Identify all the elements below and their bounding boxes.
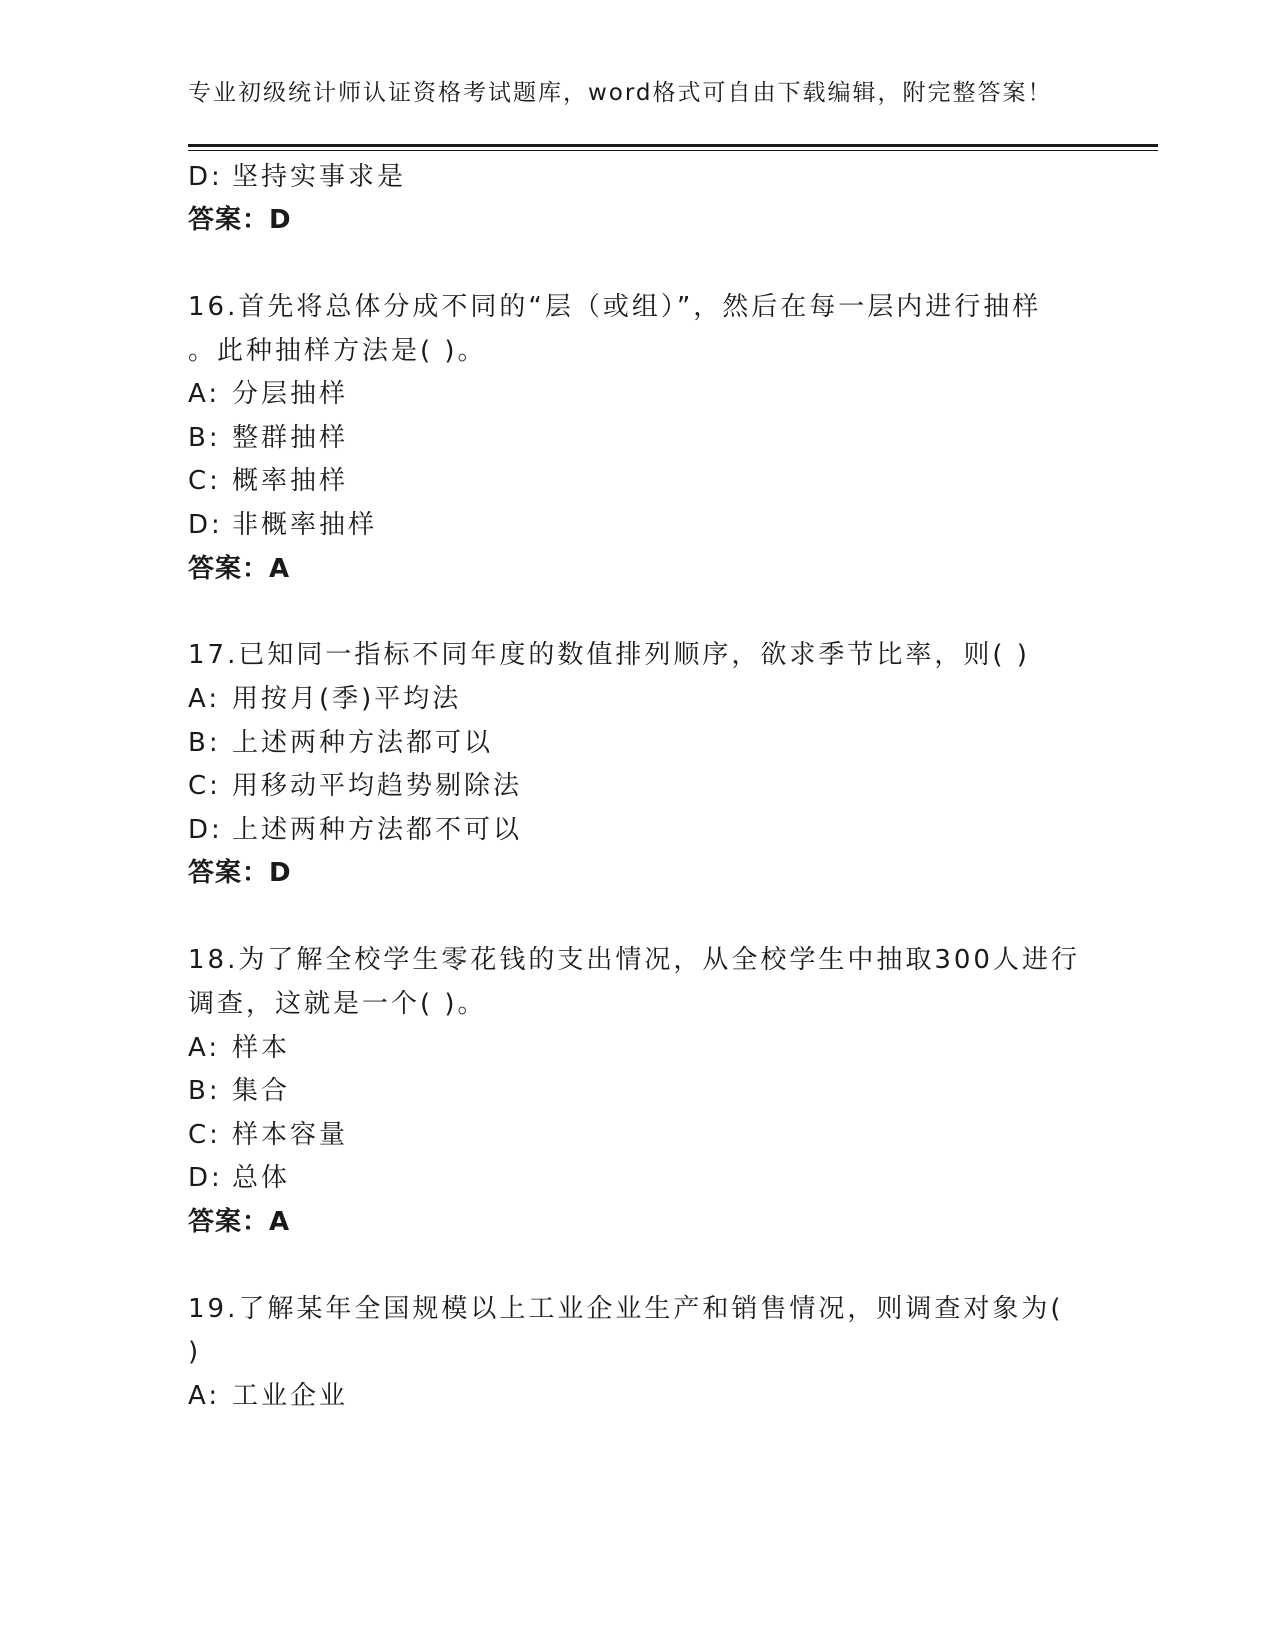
- option-label: D:: [188, 1163, 223, 1193]
- option-text: 集合: [232, 1076, 291, 1106]
- option-text: 用按月(季)平均法: [232, 684, 462, 714]
- option-text: 总体: [232, 1163, 291, 1193]
- q18-stem-line-1: 18.为了解全校学生零花钱的支出情况，从全校学生中抽取300人进行: [188, 945, 1080, 975]
- q17-option-d: [188, 813, 522, 847]
- prev-answer: 答案：D: [188, 205, 292, 235]
- option-text: 非概率抽样: [232, 510, 378, 540]
- option-label: A:: [188, 684, 221, 714]
- q18-option-d: [188, 1161, 290, 1195]
- q16-answer: 答案：A: [188, 554, 291, 584]
- option-text: 上述两种方法都可以: [232, 728, 494, 758]
- option-label: B:: [188, 423, 221, 453]
- q19-option-a: [188, 1379, 348, 1413]
- option-text: 样本: [232, 1033, 291, 1063]
- q17-option-b: [188, 726, 493, 760]
- q16-option-a: [188, 377, 348, 411]
- q16-option-d: [188, 508, 377, 542]
- option-label: A:: [188, 1381, 221, 1411]
- option-text: 上述两种方法都不可以: [232, 815, 523, 845]
- q17-answer: 答案：D: [188, 858, 292, 888]
- header-rule-thin: [188, 150, 1158, 151]
- q16-option-b: [188, 421, 348, 455]
- option-label: B:: [188, 728, 221, 758]
- option-label: C:: [188, 1120, 221, 1150]
- option-label: C:: [188, 771, 221, 801]
- q18-option-b: [188, 1074, 290, 1108]
- q17-option-c: [188, 769, 522, 803]
- option-text: 分层抽样: [232, 379, 349, 409]
- option-label: D:: [188, 162, 223, 192]
- option-text: 坚持实事求是: [232, 162, 407, 192]
- header-rule-thick: [188, 144, 1158, 147]
- option-label: A:: [188, 1033, 221, 1063]
- option-text: 样本容量: [232, 1120, 349, 1150]
- q18-option-a: [188, 1031, 290, 1065]
- q19-stem-line-1: 19.了解某年全国规模以上工业企业生产和销售情况，则调查对象为(: [188, 1294, 1064, 1324]
- q17-option-a: [188, 682, 461, 716]
- option-text: 概率抽样: [232, 466, 349, 496]
- q17-stem-line-1: 17.已知同一指标不同年度的数值排列顺序，欲求季节比率，则( ): [188, 640, 1030, 670]
- q16-stem-line-1: 16.首先将总体分成不同的“层（或组）”，然后在每一层内进行抽样: [188, 292, 1042, 322]
- option-text: 工业企业: [232, 1381, 349, 1411]
- q18-option-c: [188, 1118, 348, 1152]
- option-text: 整群抽样: [232, 423, 349, 453]
- option-label: A:: [188, 379, 221, 409]
- option-label: C:: [188, 466, 221, 496]
- option-label: D:: [188, 510, 223, 540]
- q18-stem-line-2: 调查，这就是一个( )。: [188, 989, 487, 1019]
- option-text: 用移动平均趋势剔除法: [232, 771, 523, 801]
- page-header: 专业初级统计师认证资格考试题库，word格式可自由下载编辑，附完整答案！: [188, 80, 1053, 106]
- q16-stem-line-2: 。此种抽样方法是( )。: [188, 336, 487, 366]
- q19-stem-line-2: ): [188, 1337, 202, 1367]
- option-label: D:: [188, 815, 223, 845]
- q16-option-c: [188, 464, 348, 498]
- prev-option-d: [188, 160, 406, 194]
- q18-answer: 答案：A: [188, 1207, 291, 1237]
- option-label: B:: [188, 1076, 221, 1106]
